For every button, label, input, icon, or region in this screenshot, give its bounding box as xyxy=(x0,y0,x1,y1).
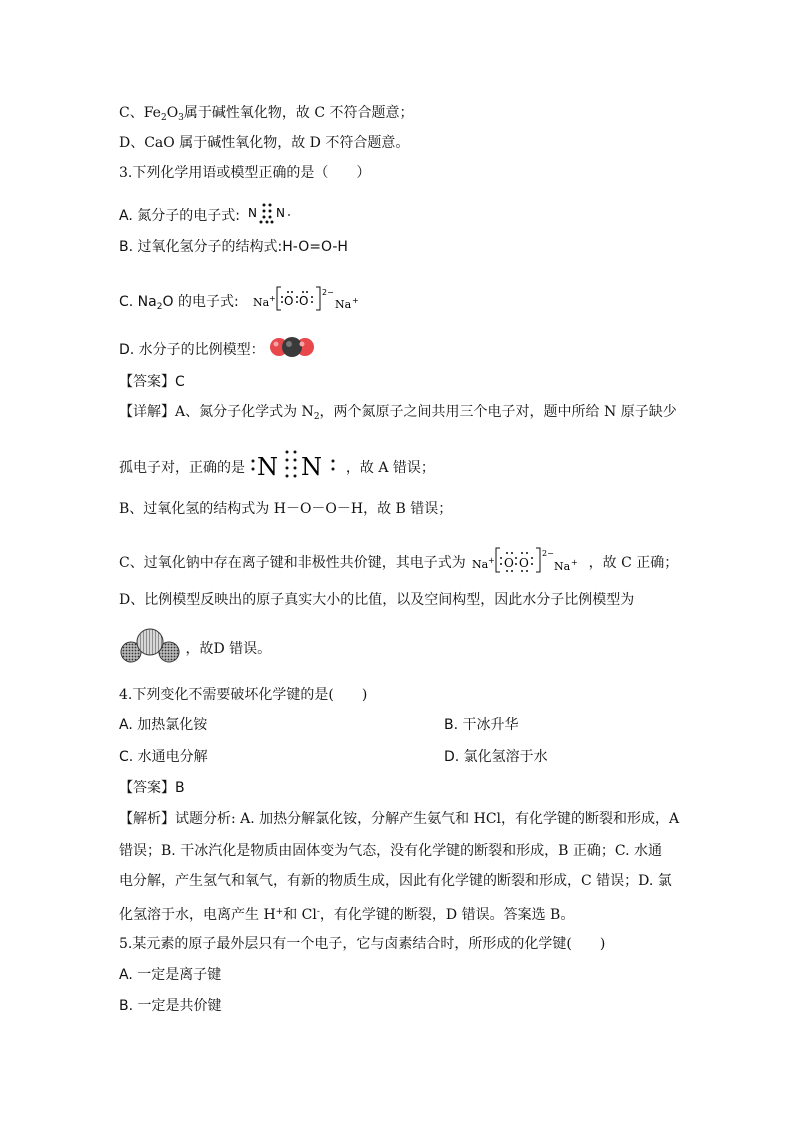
q3-option-b: B. 过氧化氢分子的结构式:H-O=O-H xyxy=(119,239,348,255)
q3-detail-line-4: C、过氧化钠中存在离子键和非极性共价键，其电子式为 Na + O O 2− Na + ，故 C 正确； xyxy=(119,544,678,582)
q4-option-d: D. 氯化氢溶于水 xyxy=(444,749,548,765)
q3-detail-line-6: ，故D 错误。 xyxy=(119,628,271,670)
co2-like-model-image xyxy=(269,336,315,364)
na2o2-electron-formula xyxy=(470,544,584,582)
plus-left-2: + xyxy=(488,556,495,565)
n-atom-left-big: N xyxy=(257,453,279,481)
sodium-left-2: Na xyxy=(472,558,489,571)
o-atom-2: O xyxy=(299,294,309,308)
q4-option-c: C. 水通电分解 xyxy=(119,749,208,765)
n-atom-right: N xyxy=(276,206,286,220)
question-4-stem: 4.下列变化不需要破坏化学键的是( ) xyxy=(119,687,368,703)
q4-option-b: B. 干冰升华 xyxy=(444,717,519,733)
q3-detail-line-2: 孤电子对，正确的是 N N ，故 A 错误； xyxy=(119,448,435,488)
q4-explanation-line-2: 错误；B. 干冰汽化是物质由固体变为气态，没有化学键的断裂和形成，B 正确；C. 水通 xyxy=(119,843,663,859)
na2o-electron-formula xyxy=(251,284,369,320)
n2-correct-electron-formula xyxy=(249,448,341,488)
option-c-line: C、$Fe_2O_3$属于碱性氧化物，故 C 不符合题意； xyxy=(119,105,414,123)
o-atom-4: O xyxy=(519,556,530,570)
q5-option-b: B. 一定是共价键 xyxy=(119,998,222,1014)
q3-answer: 【答案】C xyxy=(119,374,185,390)
o-atom-1: O xyxy=(284,294,294,308)
q3-detail-line-5: D、比例模型反映出的原子真实大小的比值，以及空间构型，因此水分子比例模型为 xyxy=(119,592,635,608)
n-atom-left: N xyxy=(248,206,258,220)
charge-label-2: 2− xyxy=(542,549,554,558)
q4-answer: 【答案】B xyxy=(119,780,185,796)
plus-right: + xyxy=(352,296,359,305)
water-space-filling-model xyxy=(119,628,181,670)
q3-detail-line-3: B、过氧化氢的结构式为 H－O－O－H，故 B 错误； xyxy=(119,501,453,517)
o-atom-3: O xyxy=(504,556,515,570)
q4-explanation-line-4: 化氢溶于水，电离产生 H+和 Cl-，有化学键的断裂，D 错误。答案选 B。 xyxy=(119,907,575,923)
q5-option-a: A. 一定是离子键 xyxy=(119,967,222,983)
sodium-left: Na xyxy=(253,296,270,309)
q4-option-a: A. 加热氯化铵 xyxy=(119,717,208,733)
q4-explanation-line-3: 电分解，产生氢气和氧气，有新的物质生成，因此有化学键的断裂和形成，C 错误；D. 氯 xyxy=(119,873,672,889)
q3-option-a: A. 氮分子的电子式: N N xyxy=(119,201,296,231)
question-5-stem: 5.某元素的原子最外层只有一个电子，它与卤素结合时，所形成的化学键( ) xyxy=(119,936,606,952)
option-d-line: D、CaO 属于碱性氧化物，故 D 不符合题意。 xyxy=(119,135,410,151)
q4-explanation-line-1: 【解析】试题分析: A. 加热分解氯化铵，分解产生氨气和 HCl，有化学键的断裂和形成，A xyxy=(119,811,680,827)
n-atom-right-big: N xyxy=(301,453,323,481)
q3-option-d: D. 水分子的比例模型： xyxy=(119,336,315,364)
q3-detail-line-1: 【详解】A、氮分子化学式为 $N_2$，两个氮原子之间共用三个电子对，题中所给 N 原子缺少 xyxy=(119,404,677,422)
plus-right-2: + xyxy=(571,558,578,567)
sodium-right: Na xyxy=(335,298,352,311)
n2-wrong-electron-formula xyxy=(244,201,296,231)
q3-option-c: C. $Na_2O$ 的电子式: Na + O O 2− Na + xyxy=(119,284,369,320)
question-3-stem: 3.下列化学用语或模型正确的是（ ） xyxy=(119,165,371,181)
plus-left: + xyxy=(269,294,276,303)
charge-label: 2− xyxy=(322,288,334,297)
sodium-right-2: Na xyxy=(554,560,571,573)
